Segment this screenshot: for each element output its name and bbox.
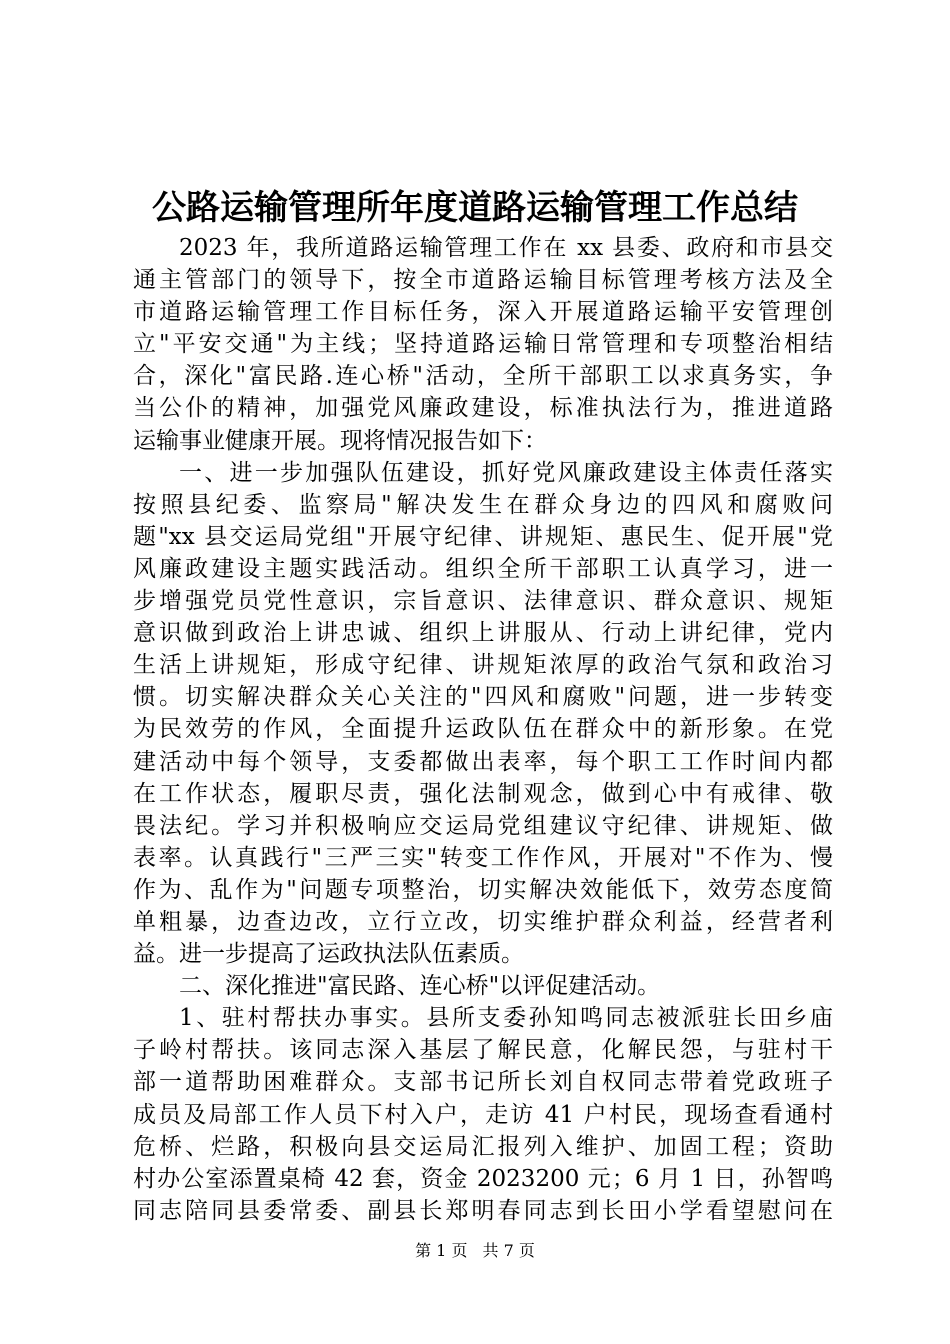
text-line: 意识做到政治上讲忠诚、组织上讲服从、行动上讲纪律，党内 (133, 620, 833, 647)
text-line: 步增强党员党性意识，宗旨意识、法律意识、群众意识、规矩 (133, 588, 833, 615)
text-line: 市道路运输管理工作目标任务，深入开展道路运输平安管理创 (133, 299, 833, 326)
text-line: 为民效劳的作风，全面提升运政队伍在群众中的新形象。在党 (133, 716, 833, 743)
text-line: 通主管部门的领导下，按全市道路运输目标管理考核方法及全 (133, 267, 833, 294)
text-line: 子岭村帮扶。该同志深入基层了解民意，化解民怨，与驻村干 (133, 1037, 833, 1064)
text-line: 同志陪同县委常委、副县长郑明春同志到长田小学看望慰问在 (133, 1197, 833, 1224)
text-line: 部一道帮助困难群众。支部书记所长刘自权同志带着党政班子 (133, 1069, 833, 1096)
text-line: 风廉政建设主题实践活动。组织全所干部职工认真学习，进一 (133, 555, 833, 582)
text-line: 益。进一步提高了运政执法队伍素质。 (133, 941, 524, 968)
page-footer (0, 1240, 950, 1262)
text-line: 生活上讲规矩，形成守纪律、讲规矩浓厚的政治气氛和政治习 (133, 652, 833, 679)
page-number: 第 1 页 (415, 1241, 468, 1260)
text-line: 惯。切实解决群众关心关注的"四风和腐败"问题，进一步转变 (133, 684, 833, 711)
text-line: 作为、乱作为"问题专项整治，切实解决效能低下，效劳态度简 (133, 876, 833, 903)
text-line: 畏法纪。学习并积极响应交运局党组建议守纪律、讲规矩、做 (133, 812, 833, 839)
document-body (133, 232, 833, 1227)
text-line: 1、驻村帮扶办事实。县所支委孙知鸣同志被派驻长田乡庙 (179, 1005, 833, 1032)
text-line: 成员及局部工作人员下村入户，走访 41 户村民，现场查看通村 (133, 1101, 833, 1128)
text-line: 当公仆的精神，加强党风廉政建设，标准执法行为，推进道路 (133, 395, 833, 422)
page-total: 共 7 页 (482, 1241, 535, 1260)
text-line: 运输事业健康开展。现将情况报告如下： (133, 427, 547, 454)
text-line: 立"平安交通"为主线；坚持道路运输日常管理和专项整治相结 (133, 331, 833, 358)
text-line: 村办公室添置桌椅 42 套，资金 2023200 元；6 月 1 日，孙智鸣 (133, 1165, 833, 1192)
text-line: 二、深化推进"富民路、连心桥"以评促建活动。 (179, 973, 661, 1000)
text-line: 2023 年，我所道路运输管理工作在 xx 县委、政府和市县交 (179, 235, 833, 261)
text-line: 合，深化"富民路.连心桥"活动，全所干部职工以求真务实，争 (133, 363, 833, 390)
text-line: 建活动中每个领导，支委都做出表率，每个职工工作时间内都 (133, 748, 833, 775)
text-line: 题"xx 县交运局党组"开展守纪律、讲规矩、惠民生、促开展"党 (133, 523, 833, 550)
text-line: 一、进一步加强队伍建设，抓好党风廉政建设主体责任落实 (179, 459, 833, 486)
text-line: 按照县纪委、监察局"解决发生在群众身边的四风和腐败问 (133, 491, 833, 518)
document-title: 公路运输管理所年度道路运输管理工作总结 (152, 188, 798, 228)
text-line: 在工作状态，履职尽责，强化法制观念，做到心中有戒律、敬 (133, 780, 833, 807)
text-line: 表率。认真践行"三严三实"转变工作作风，开展对"不作为、慢 (133, 844, 833, 871)
text-line: 危桥、烂路，积极向县交运局汇报列入维护、加固工程；资助 (133, 1133, 833, 1160)
text-line: 单粗暴，边查边改，立行立改，切实维护群众利益，经营者利 (133, 908, 833, 935)
